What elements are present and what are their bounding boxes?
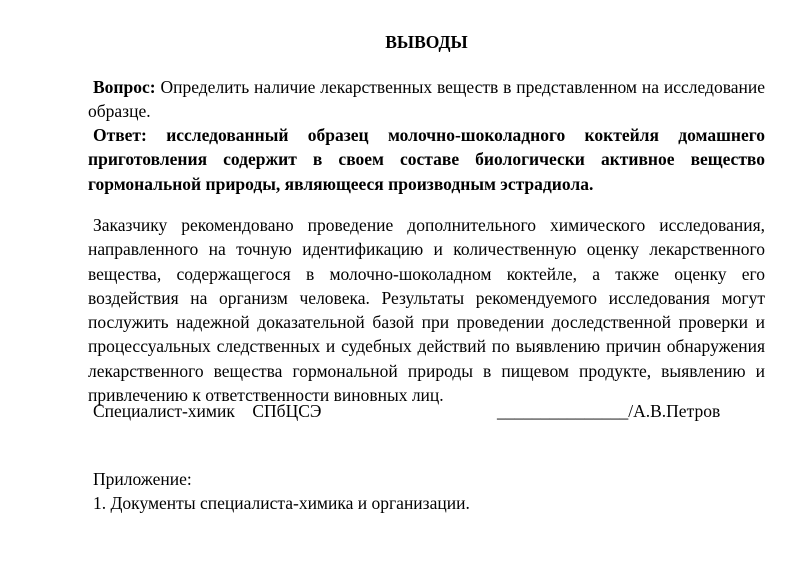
signature-role: Специалист-химик: [93, 401, 235, 421]
signature-organization: СПбЦСЭ: [252, 401, 322, 421]
question-label: Вопрос:: [93, 77, 156, 97]
answer-label: Ответ:: [93, 125, 147, 145]
answer-paragraph: [88, 123, 765, 196]
recommendation-paragraph: Заказчику рекомендовано проведение дополнительного химического исследования, направленного на точную идентификацию и количественную оценку лекарственного вещества, содержащегося в молочно-шоколадном коктейле, а также оценку его воздействия на организм человека. Результаты рекомендуемого исследования могут послужить надежной доказательной базой при проведении доследственной проверки и процессуальных следственных и судебных действий по выявлению причин обнаружения лекарственного вещества гормональной природы в пищевом продукте, выявлению и привлечению к ответственности виновных лиц.: [88, 215, 765, 406]
document-title: ВЫВОДЫ: [385, 32, 468, 52]
appendix: [93, 467, 470, 515]
question-paragraph: [88, 75, 765, 124]
answer-text: исследованный образец молочно-шоколадного коктейля домашнего приготовления содержит в своем составе биологически активное вещество гормональной природы, являющееся производным эстрадиола.: [88, 125, 765, 194]
signature-name: /А.В.Петров: [628, 401, 721, 421]
question-text: Определить наличие лекарственных веществ в представленном на исследование образце.: [88, 77, 765, 122]
appendix-heading: Приложение:: [93, 469, 192, 489]
signature-line: _______________: [497, 401, 629, 421]
signature-name-block: [497, 400, 720, 422]
signature-role-block: [93, 400, 321, 422]
appendix-item: 1. Документы специалиста-химика и организации.: [93, 493, 470, 513]
